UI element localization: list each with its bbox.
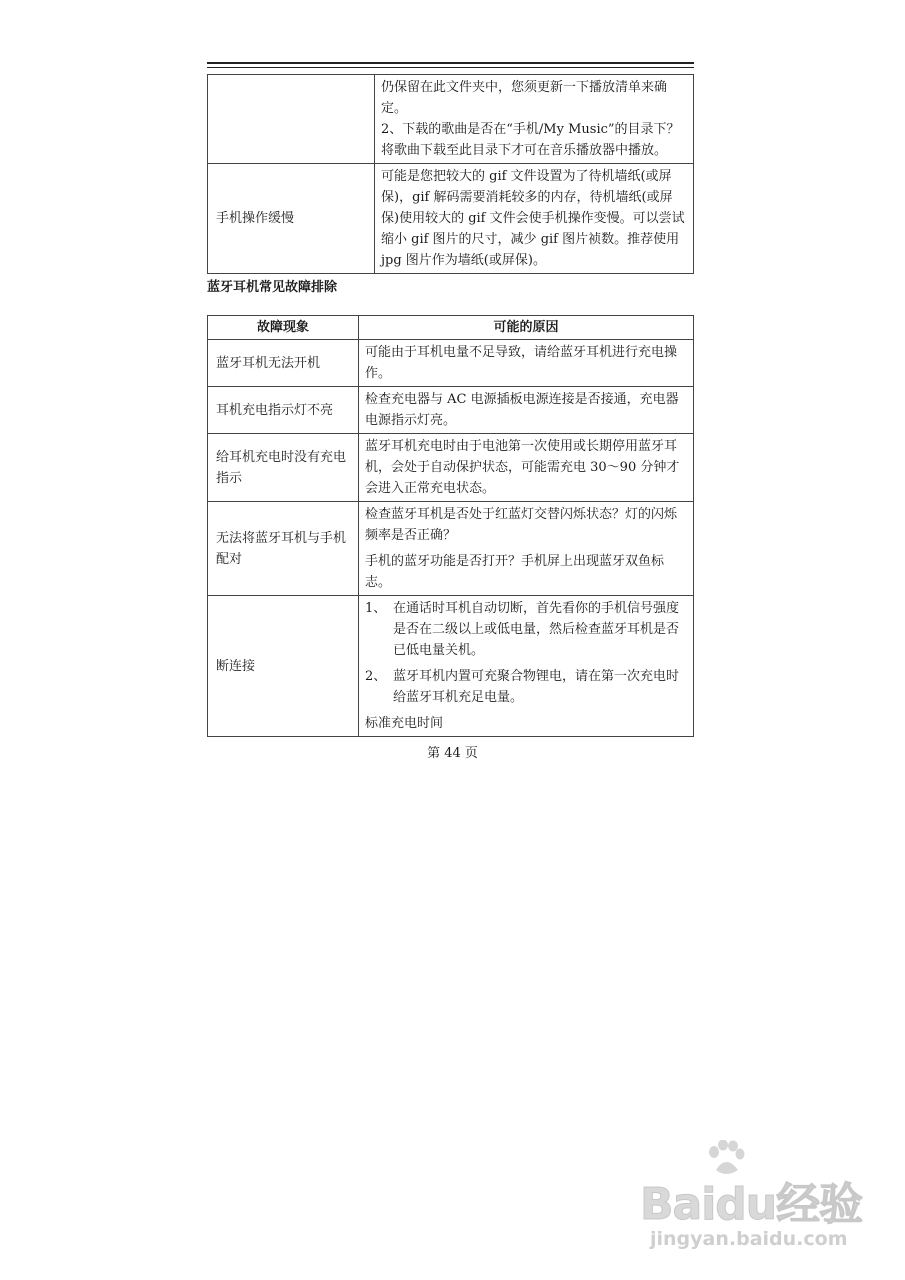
watermark-logo-text: Baidu经验 <box>640 1179 863 1230</box>
column-header-symptom: 故障现象 <box>208 316 359 340</box>
table-row <box>208 387 694 434</box>
cause-cell: 可能是您把较大的 gif 文件设置为了待机墙纸(或屏保)，gif 解码需要消耗较多的内存，待机墙纸(或屏保)使用较大的 gif 文件会使手机操作变慢。可以尝试缩小 gif 图片的尺寸，减少 gif 图片祯数。推荐使用 jpg 图片作为墙纸(或屏保)。 <box>375 164 694 274</box>
cause-cell: 检查充电器与 AC 电源插板电源连接是否接通，充电器电源指示灯亮。 <box>359 387 694 434</box>
cause-paragraph: 标准充电时间 <box>365 716 444 731</box>
cause-cell <box>375 75 694 164</box>
numbered-item <box>365 666 687 708</box>
table-header-row <box>208 316 694 340</box>
cause-paragraph: 检查蓝牙耳机是否处于红蓝灯交替闪烁状态？灯的闪烁频率是否正确？ <box>365 507 678 543</box>
table-row <box>208 75 694 164</box>
watermark-url: jingyan.baidu.com <box>650 1228 848 1250</box>
page-number: 第 44 页 <box>427 746 478 761</box>
cause-paragraph: 仍保留在此文件夹中，您须更新一下播放清单来确定。 <box>381 80 668 116</box>
table-row <box>208 434 694 502</box>
baidu-watermark <box>640 1140 880 1260</box>
symptom-cell: 断连接 <box>208 596 359 737</box>
cause-cell <box>359 596 694 737</box>
symptom-cell: 给耳机充电时没有充电指示 <box>208 434 359 502</box>
table-row <box>208 340 694 387</box>
header-rule-thin <box>207 67 694 68</box>
table-row <box>208 164 694 274</box>
section-heading: 蓝牙耳机常见故障排除 <box>207 280 338 295</box>
cause-cell: 可能由于耳机电量不足导致，请给蓝牙耳机进行充电操作。 <box>359 340 694 387</box>
item-text: 蓝牙耳机内置可充聚合物锂电，请在第一次充电时给蓝牙耳机充足电量。 <box>393 669 680 705</box>
item-text: 在通话时耳机自动切断，首先看你的手机信号强度是否在二级以上或低电量，然后检查蓝牙耳机是否已低电量关机。 <box>393 601 680 658</box>
symptom-cell: 无法将蓝牙耳机与手机配对 <box>208 502 359 596</box>
header-rule-thick <box>207 62 694 64</box>
cause-paragraph: 2、下载的歌曲是否在“手机/My Music”的目录下？将歌曲下载至此目录下才可在音乐播放器中播放。 <box>381 122 680 158</box>
troubleshoot-table-continued <box>207 74 694 274</box>
table-row <box>208 596 694 737</box>
symptom-cell: 手机操作缓慢 <box>208 164 375 274</box>
symptom-cell: 蓝牙耳机无法开机 <box>208 340 359 387</box>
bluetooth-troubleshoot-table <box>207 315 694 737</box>
column-header-cause: 可能的原因 <box>359 316 694 340</box>
symptom-cell <box>208 75 375 164</box>
cause-paragraph: 手机的蓝牙功能是否打开？手机屏上出现蓝牙双鱼标志。 <box>365 554 665 590</box>
cause-cell: 蓝牙耳机充电时由于电池第一次使用或长期停用蓝牙耳机，会处于自动保护状态，可能需充电 30～90 分钟才会进入正常充电状态。 <box>359 434 694 502</box>
numbered-item <box>365 598 687 661</box>
table-row <box>208 502 694 596</box>
cause-cell <box>359 502 694 596</box>
item-number: 1、 <box>365 601 387 616</box>
item-number: 2、 <box>365 669 387 684</box>
symptom-cell: 耳机充电指示灯不亮 <box>208 387 359 434</box>
